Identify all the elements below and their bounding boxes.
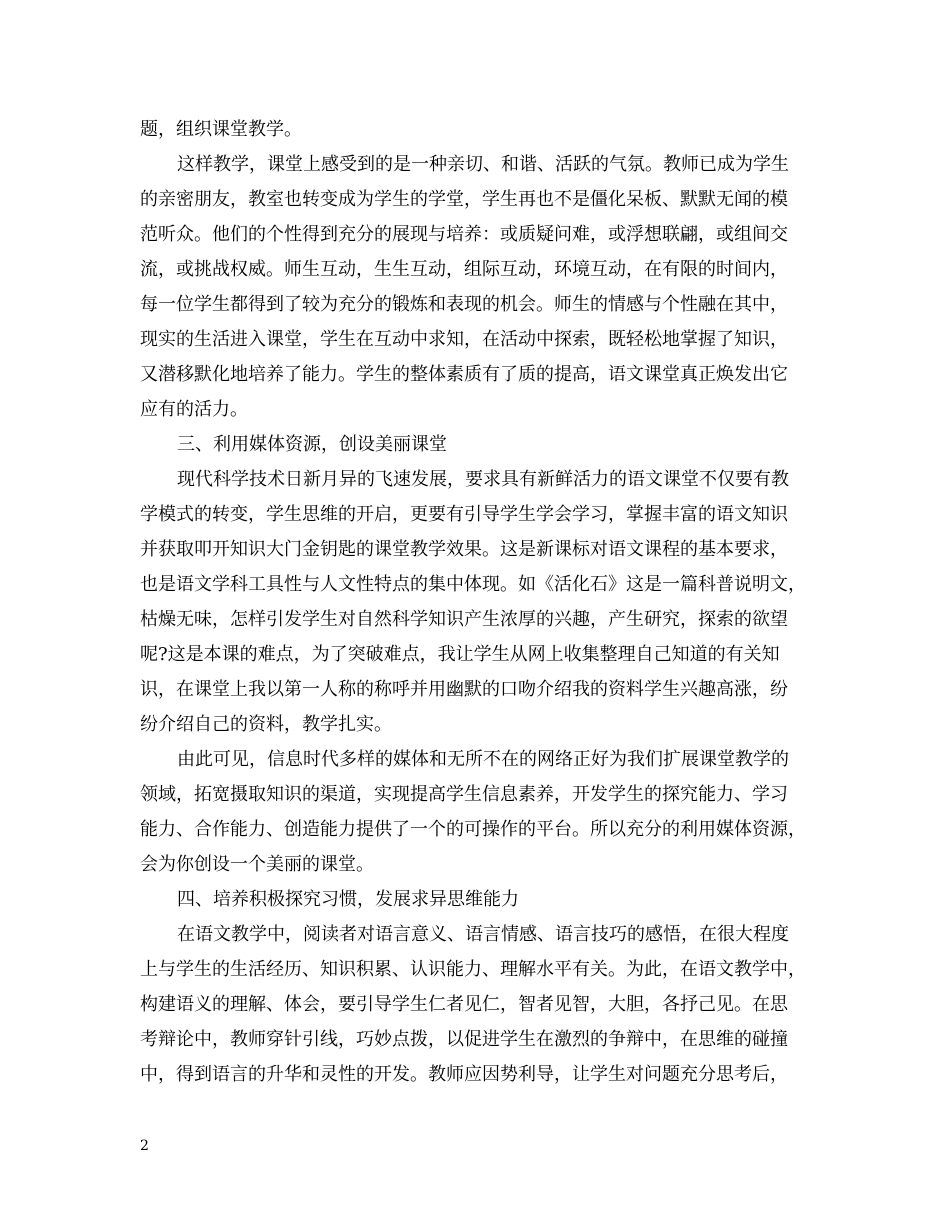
text-line: 中，得到语言的升华和灵性的开发。教师应因势利导，让学生对问题充分思考后， xyxy=(140,1064,788,1085)
text-line: 学模式的转变，学生思维的开启，更要有引导学生学会学习，掌握丰富的语文知识 xyxy=(140,504,788,525)
paragraph-first-line: 这样教学，课堂上感受到的是一种亲切、和谐、活跃的气氛。教师已成为学生 xyxy=(177,154,789,175)
text-line: 并获取叩开知识大门金钥匙的课堂教学效果。这是新课标对语文课程的基本要求， xyxy=(140,539,788,560)
text-line: 构建语义的理解、体会，要引导学生仁者见仁，智者见智，大胆，各抒己见。在思 xyxy=(140,994,788,1015)
text-line: 应有的活力。 xyxy=(140,399,248,420)
text-line: 题，组织课堂教学。 xyxy=(140,119,302,140)
text-line: 能力、合作能力、创造能力提供了一个的可操作的平台。所以充分的利用媒体资源， xyxy=(140,819,806,840)
text-line: 现实的生活进入课堂，学生在互动中求知，在活动中探索，既轻松地掌握了知识， xyxy=(140,329,788,350)
text-line: 会为你创设一个美丽的课堂。 xyxy=(140,854,374,875)
paragraph-first-line: 在语文教学中，阅读者对语言意义、语言情感、语言技巧的感悟，在很大程度 xyxy=(177,924,789,945)
text-line: 的亲密朋友，教室也转变成为学生的学堂，学生再也不是僵化呆板、默默无闻的模 xyxy=(140,189,788,210)
text-line: 范听众。他们的个性得到充分的展现与培养：或质疑问难，或浮想联翩，或组间交 xyxy=(140,224,788,245)
text-line: 识，在课堂上我以第一人称的称呼并用幽默的口吻介绍我的资料学生兴趣高涨，纷 xyxy=(140,679,788,700)
text-line: 纷介绍自己的资料，教学扎实。 xyxy=(140,714,392,735)
text-line: 又潜移默化地培养了能力。学生的整体素质有了质的提高，语文课堂真正焕发出它 xyxy=(140,364,788,385)
text-line: 每一位学生都得到了较为充分的锻炼和表现的机会。师生的情感与个性融在其中， xyxy=(140,294,788,315)
text-line: 呢?这是本课的难点，为了突破难点，我让学生从网上收集整理自己知道的有关知 xyxy=(140,644,780,665)
page-number: 2 xyxy=(140,1138,149,1154)
text-line: 上与学生的生活经历、知识积累、认识能力、理解水平有关。为此，在语文教学中， xyxy=(140,959,806,980)
text-line: 也是语文学科工具性与人文性特点的集中体现。如《活化石》这是一篇科普说明文， xyxy=(140,574,806,595)
text-line: 考辩论中，教师穿针引线，巧妙点拨，以促进学生在激烈的争辩中，在思维的碰撞 xyxy=(140,1029,788,1050)
paragraph-first-line: 现代科学技术日新月异的飞速发展，要求具有新鲜活力的语文课堂不仅要有教 xyxy=(177,469,789,490)
text-line: 枯燥无味，怎样引发学生对自然科学知识产生浓厚的兴趣，产生研究，探索的欲望 xyxy=(140,609,788,630)
paragraph-first-line: 由此可见，信息时代多样的媒体和无所不在的网络正好为我们扩展课堂教学的 xyxy=(177,749,789,770)
text-line: 领域，拓宽摄取知识的渠道，实现提高学生信息素养，开发学生的探究能力、学习 xyxy=(140,784,788,805)
section-heading: 四、培养积极探究习惯，发展求异思维能力 xyxy=(177,889,519,910)
section-heading: 三、利用媒体资源，创设美丽课堂 xyxy=(177,434,447,455)
text-line: 流，或挑战权威。师生互动，生生互动，组际互动，环境互动，在有限的时间内， xyxy=(140,259,788,280)
